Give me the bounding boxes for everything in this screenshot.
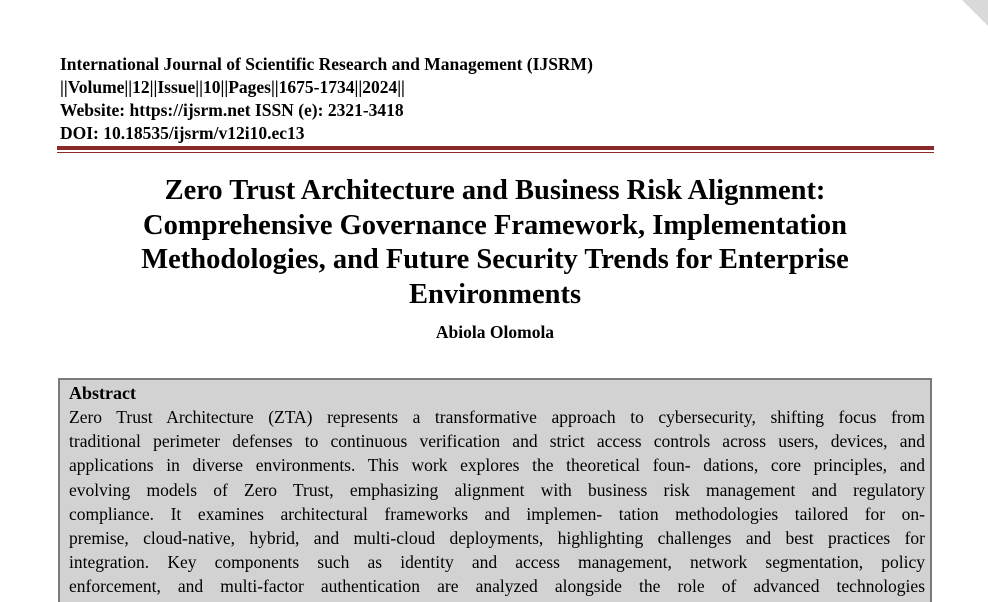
abstract-text-line: traditional perimeter defenses to continuous verification and strict access controls across users, devices, and [69, 431, 925, 452]
abstract-text-line: integration. Key components such as identity and access management, network segmentation, policy [69, 552, 925, 573]
title-line: Comprehensive Governance Framework, Implementation [143, 209, 847, 241]
abstract-text-line: premise, cloud-native, hybrid, and multi-cloud deployments, highlighting challenges and best practices for [69, 528, 925, 549]
title-line: Environments [408, 278, 582, 310]
header-divider-thin [57, 152, 934, 153]
journal-doi: DOI: 10.18535/ijsrm/v12i10.ec13 [60, 123, 305, 143]
abstract-text-line: enforcement, and multi-factor authentication are analyzed alongside the role of advanced technologies [69, 576, 925, 597]
abstract-text-line: compliance. It examines architectural frameworks and implemen- tation methodologies tailored for on- [69, 503, 925, 524]
paper-author: Abiola Olomola [435, 322, 555, 342]
paper-title [60, 174, 930, 312]
journal-volume-info: ||Volume||12||Issue||10||Pages||1675-1734||2024|| [60, 77, 405, 97]
journal-name: International Journal of Scientific Research and Management (IJSRM) [60, 54, 593, 74]
abstract-heading: Abstract [69, 383, 136, 403]
page-corner-fold [962, 0, 988, 26]
abstract-text-line: applications in diverse environments. This work explores the theoretical foun- dations, core principles, and [69, 455, 925, 476]
journal-website: Website: https://ijsrm.net ISSN (e): 2321-3418 [60, 100, 404, 120]
header-divider-thick [57, 146, 934, 150]
journal-header [60, 53, 940, 145]
title-line: Methodologies, and Future Security Trends for Enterprise [141, 244, 849, 275]
abstract-text-line: evolving models of Zero Trust, emphasizing alignment with business risk management and regulatory [69, 479, 925, 500]
title-line: Zero Trust Architecture and Business Risk Alignment: [164, 175, 826, 206]
abstract-body [69, 405, 925, 599]
abstract-box [58, 378, 932, 602]
abstract-text-line: Zero Trust Architecture (ZTA) represents a transformative approach to cybersecurity, shifting focus from [69, 407, 925, 427]
